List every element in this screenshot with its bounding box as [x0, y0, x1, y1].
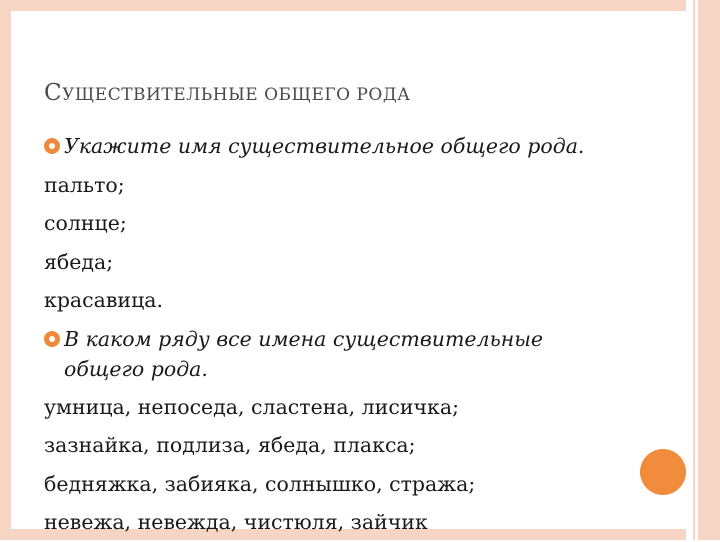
option-1-1: пальто; — [44, 172, 125, 197]
frame-top-border — [0, 0, 720, 11]
option-1-2: солнце; — [44, 211, 127, 235]
title-word-1: УЩЕСТВИТЕЛЬНЫЕ — [62, 85, 259, 105]
slide-title — [44, 80, 411, 106]
frame-left-border — [0, 0, 11, 540]
title-word-3: РОДА — [356, 85, 411, 105]
slide-content — [44, 127, 644, 542]
frame-right-border — [686, 0, 720, 540]
question-2 — [44, 324, 644, 384]
option-2-3: бедняжка, забияка, солнышко, стража; — [44, 471, 476, 496]
option-2-1: умница, непоседа, сластена, лисичка; — [44, 394, 459, 419]
bullet-icon — [44, 138, 60, 154]
decorative-circle — [640, 449, 686, 495]
question-2-text: В каком ряду все имена существительные общего рода. — [64, 326, 544, 381]
option-1-3: ябеда; — [44, 249, 114, 274]
title-word-2: ОБЩЕГО — [264, 85, 351, 105]
option-2-2: зазнайка, подлиза, ябеда, плакса; — [44, 433, 416, 457]
option-1-4: красавица. — [44, 288, 163, 312]
question-1-text: Укажите имя существительное общего рода. — [64, 134, 585, 158]
bullet-icon — [44, 331, 60, 347]
option-2-4: невежа, невежда, чистюля, зайчик — [44, 510, 428, 534]
question-1 — [44, 127, 644, 166]
title-first-letter: С — [44, 80, 63, 106]
